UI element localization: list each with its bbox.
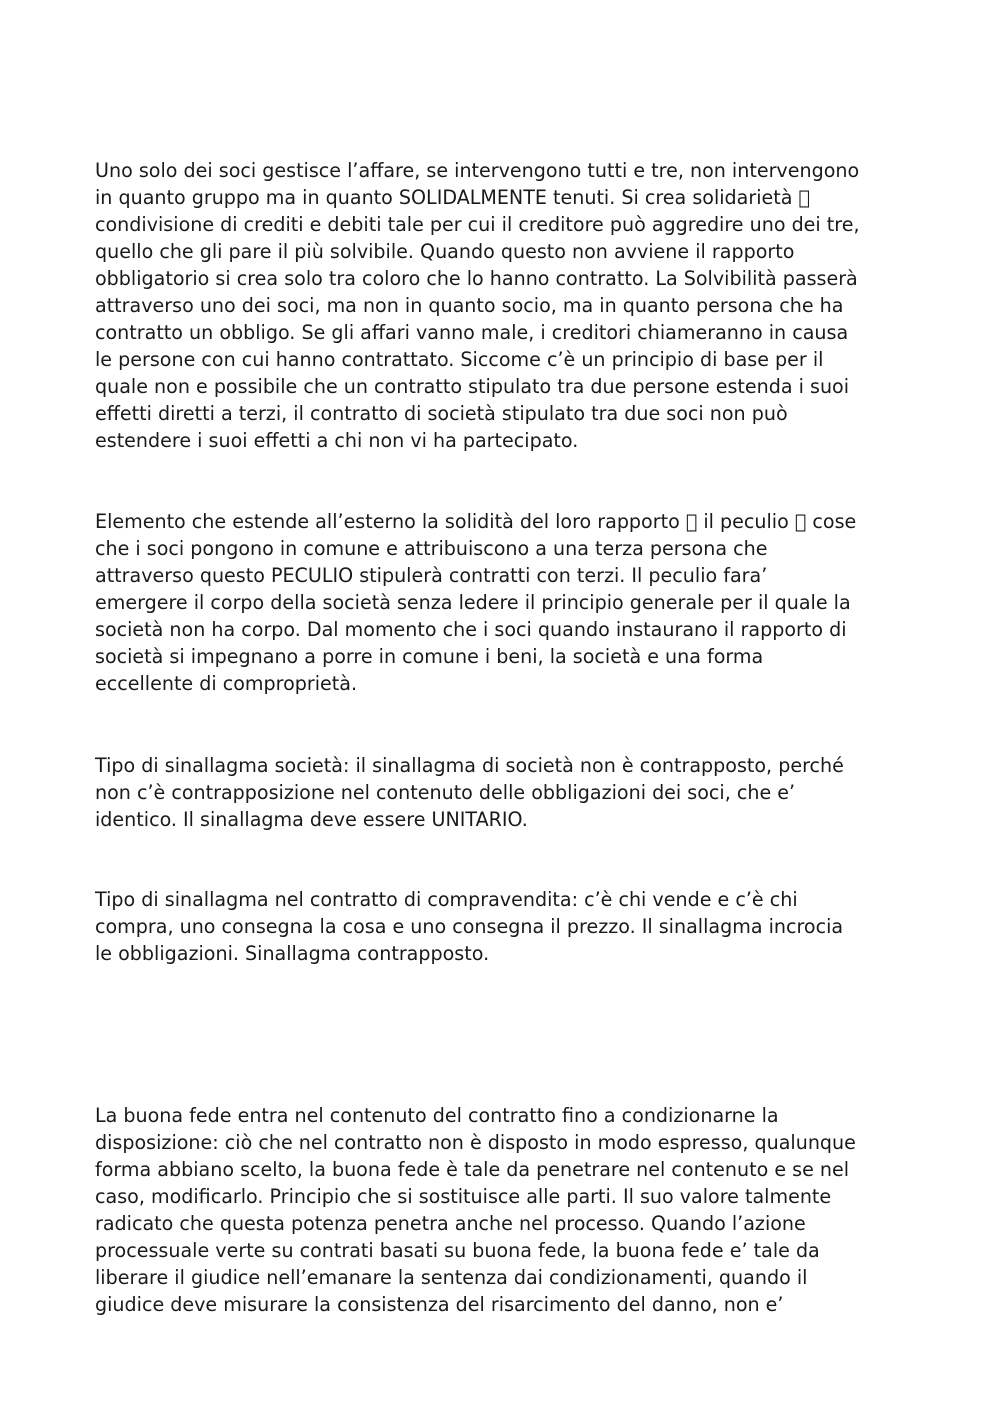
text-line: obbligatorio si crea solo tra coloro che lo hanno contratto. La Solvibilità passerà [95, 267, 858, 290]
text-line: compra, uno consegna la cosa e uno consegna il prezzo. Il sinallagma incrocia [95, 915, 844, 938]
paragraph-buona-fede [95, 1102, 915, 1318]
paragraph-solidarieta [95, 157, 915, 454]
text-line: processuale verte su contrati basati su buona fede, la buona fede e’ tale da [95, 1239, 820, 1262]
text-line: Tipo di sinallagma società: il sinallagma di società non è contrapposto, perché [95, 754, 844, 777]
text-line: in quanto gruppo ma in quanto SOLIDALMENTE tenuti. Si crea solidarietà [95, 186, 805, 209]
text-line: La buona fede entra nel contenuto del contratto fino a condizionarne la [95, 1104, 779, 1127]
text-line: forma abbiano scelto, la buona fede è tale da penetrare nel contenuto e se nel [95, 1158, 850, 1181]
text-line: eccellente di comproprietà. [95, 672, 358, 695]
text-line: contratto un obbligo. Se gli affari vanno male, i creditori chiameranno in causa [95, 321, 849, 344]
text-line: estendere i suoi effetti a chi non vi ha partecipato. [95, 429, 579, 452]
text-line: caso, modificarlo. Principio che si sostituisce alle parti. Il suo valore talmente [95, 1185, 832, 1208]
text-line: attraverso uno dei soci, ma non in quanto socio, ma in quanto persona che ha [95, 294, 844, 317]
text-line: che i soci pongono in comune e attribuiscono a una terza persona che [95, 537, 768, 560]
paragraph-sinallagma-societa [95, 752, 915, 833]
text-line: società si impegnano a porre in comune i beni, la società e una forma [95, 645, 764, 668]
text-line: giudice deve misurare la consistenza del risarcimento del danno, non e’ [95, 1293, 784, 1316]
text-line: effetti diretti a terzi, il contratto di società stipulato tra due soci non può [95, 402, 788, 425]
text-line: Elemento che estende all’esterno la solidità del loro rapporto il peculio cose [95, 510, 846, 533]
paragraph-peculio [95, 508, 915, 697]
text-line: quello che gli pare il più solvibile. Quando questo non avviene il rapporto [95, 240, 795, 263]
text-line: condivisione di crediti e debiti tale per cui il creditore può aggredire uno dei tre, [95, 213, 860, 236]
paragraph-sinallagma-compravendita [95, 886, 915, 967]
text-line: società non ha corpo. Dal momento che i soci quando instaurano il rapporto di [95, 618, 847, 641]
text-line: le obbligazioni. Sinallagma contrapposto. [95, 942, 490, 965]
text-line: disposizione: ciò che nel contratto non è disposto in modo espresso, qualunque [95, 1131, 856, 1154]
text-line: identico. Il sinallagma deve essere UNITARIO. [95, 808, 528, 831]
text-line: emergere il corpo della società senza ledere il principio generale per il quale la [95, 591, 851, 614]
text-line: attraverso questo PECULIO stipulerà contratti con terzi. Il peculio fara’ [95, 564, 768, 587]
text-line: radicato che questa potenza penetra anche nel processo. Quando l’azione [95, 1212, 806, 1235]
text-line: Uno solo dei soci gestisce l’affare, se intervengono tutti e tre, non intervengono [95, 159, 860, 182]
text-line: le persone con cui hanno contrattato. Siccome c’è un principio di base per il [95, 348, 824, 371]
text-line: Tipo di sinallagma nel contratto di compravendita: c’è chi vende e c’è chi [95, 888, 798, 911]
text-line: quale non e possibile che un contratto stipulato tra due persone estenda i suoi [95, 375, 850, 398]
text-line: non c’è contrapposizione nel contenuto delle obbligazioni dei soci, che e’ [95, 781, 796, 804]
text-line: liberare il giudice nell’emanare la sentenza dai condizionamenti, quando il [95, 1266, 808, 1289]
